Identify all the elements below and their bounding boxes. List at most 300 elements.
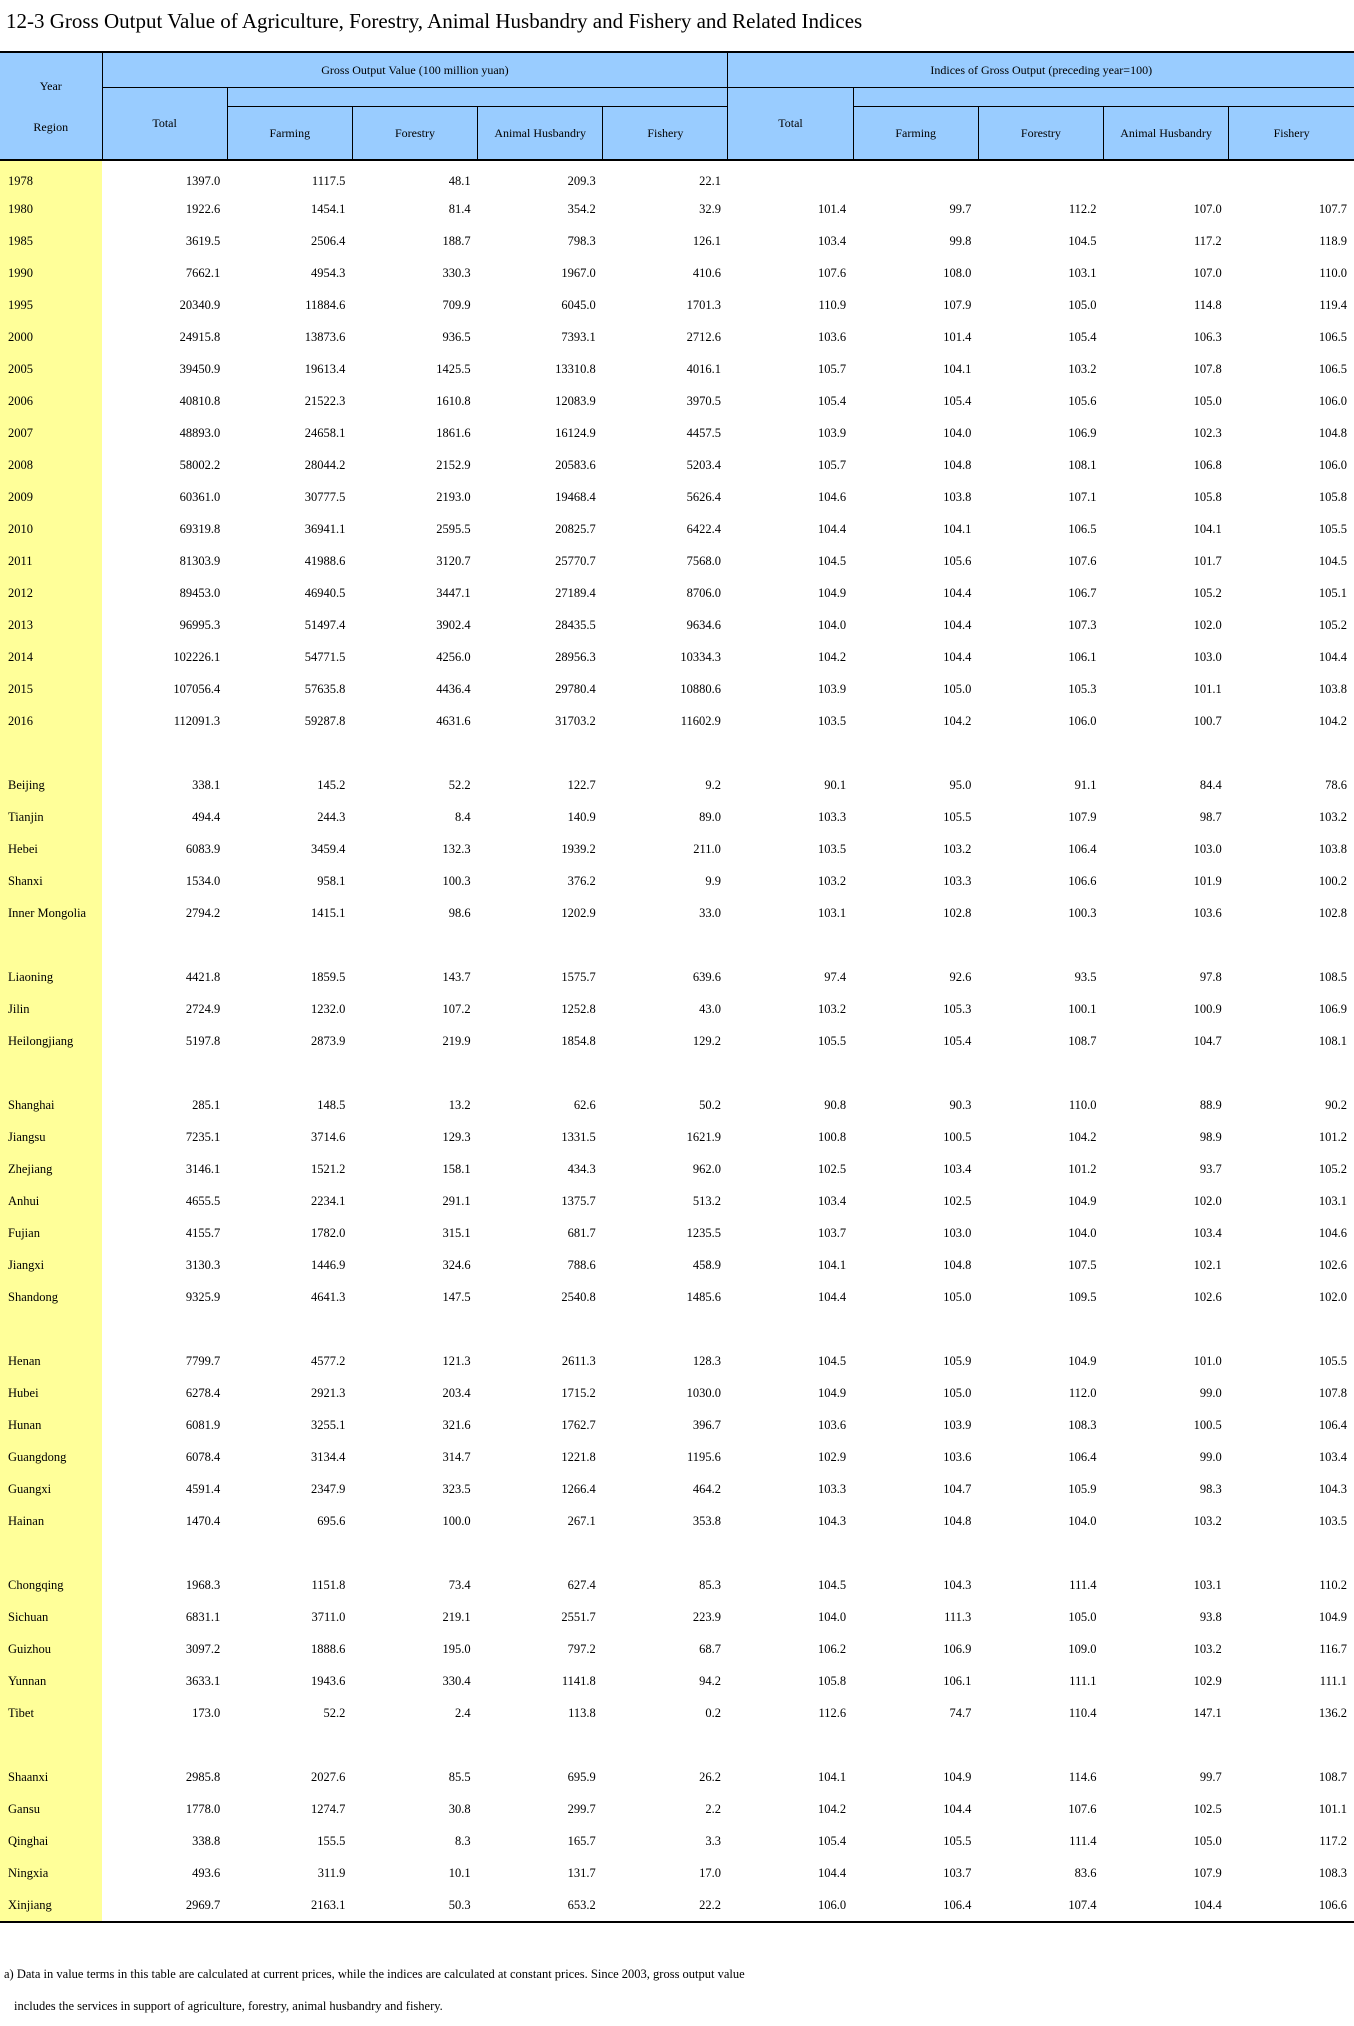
table-cell: 32.9 xyxy=(699,201,721,216)
table-cell: 267.1 xyxy=(567,1513,596,1528)
table-cell: 102.3 xyxy=(1193,425,1222,440)
table-cell: 104.5 xyxy=(1318,553,1347,568)
row-label: 2005 xyxy=(0,353,102,385)
table-cell: 100.7 xyxy=(1193,713,1222,728)
table-cell: 4256.0 xyxy=(436,649,471,664)
table-cell xyxy=(853,929,978,961)
table-cell: 1141.8 xyxy=(561,1673,596,1688)
table-cell: 111.4 xyxy=(1069,1833,1097,1848)
table-cell: 105.7 xyxy=(818,457,847,472)
table-cell: 434.3 xyxy=(567,1161,596,1176)
table-cell: 104.2 xyxy=(818,649,847,664)
table-cell: 52.2 xyxy=(448,777,471,792)
table-cell: 102.5 xyxy=(818,1161,847,1176)
table-cell: 104.5 xyxy=(818,1577,847,1592)
table-row xyxy=(0,1217,1354,1249)
table-cell: 89453.0 xyxy=(179,585,221,600)
table-cell xyxy=(102,1729,227,1761)
table-cell: 13.2 xyxy=(448,1097,471,1112)
table-cell: 101.1 xyxy=(1193,681,1222,696)
table-cell: 1521.2 xyxy=(311,1161,346,1176)
table-cell: 106.1 xyxy=(943,1673,972,1688)
table-cell: 106.7 xyxy=(1068,585,1097,600)
table-cell xyxy=(1229,1537,1354,1569)
table-cell: 107.4 xyxy=(978,1889,1103,1922)
table-cell: 106.5 xyxy=(1318,329,1347,344)
table-cell: 97.8 xyxy=(1199,969,1222,984)
table-cell: 5203.4 xyxy=(686,457,721,472)
table-cell: 24658.1 xyxy=(304,425,346,440)
table-row xyxy=(0,673,1354,705)
table-cell: 85.5 xyxy=(448,1769,471,1784)
table-cell: 962.0 xyxy=(692,1161,721,1176)
table-cell: 100.0 xyxy=(442,1513,471,1528)
table-cell: 103.1 xyxy=(818,905,847,920)
table-cell xyxy=(478,737,603,769)
table-cell: 104.9 xyxy=(1068,1193,1097,1208)
table-cell: 9.2 xyxy=(705,777,721,792)
table-cell: 103.3 xyxy=(818,1481,847,1496)
table-cell: 798.3 xyxy=(567,233,596,248)
row-label: Beijing xyxy=(0,769,102,801)
table-row xyxy=(0,257,1354,289)
table-cell xyxy=(853,1313,978,1345)
table-row xyxy=(0,353,1354,385)
row-label: Xinjiang xyxy=(0,1889,102,1922)
table-cell: 103.3 xyxy=(943,873,972,888)
table-cell: 203.4 xyxy=(442,1385,471,1400)
table-cell: 101.0 xyxy=(1193,1353,1222,1368)
table-cell: 1782.0 xyxy=(311,1225,346,1240)
table-cell: 106.6 xyxy=(1068,873,1097,888)
row-label: Guangdong xyxy=(0,1441,102,1473)
table-cell: 709.9 xyxy=(442,297,471,312)
table-cell: 136.2 xyxy=(1318,1705,1347,1720)
table-cell: 105.1 xyxy=(1318,585,1347,600)
table-cell: 93.7 xyxy=(1199,1161,1222,1176)
region-label: Region xyxy=(33,120,69,134)
table-cell: 108.1 xyxy=(1318,1033,1347,1048)
table-cell: 43.0 xyxy=(699,1001,721,1016)
table-cell: 2551.7 xyxy=(561,1609,596,1624)
table-cell: 103.2 xyxy=(1193,1513,1222,1528)
table-cell: 89.0 xyxy=(699,809,721,824)
table-cell: 103.2 xyxy=(1318,809,1347,824)
table-cell: 41988.6 xyxy=(304,553,346,568)
table-cell xyxy=(728,1313,853,1345)
table-cell: 52.2 xyxy=(323,1705,346,1720)
table-cell: 7799.7 xyxy=(185,1353,221,1368)
table-cell: 1235.5 xyxy=(686,1225,721,1240)
table-cell xyxy=(227,929,352,961)
table-cell: 104.0 xyxy=(818,617,847,632)
table-cell: 354.2 xyxy=(567,201,596,216)
table-cell xyxy=(603,737,728,769)
table-cell: 104.4 xyxy=(943,1801,972,1816)
table-cell: 9634.6 xyxy=(686,617,721,632)
table-cell: 105.3 xyxy=(1068,681,1097,696)
table-cell: 110.0 xyxy=(1319,265,1347,280)
spacer-i-farming xyxy=(853,88,978,107)
table-row xyxy=(0,545,1354,577)
table-cell: 102.0 xyxy=(1193,1193,1222,1208)
table-cell: 101.2 xyxy=(1068,1161,1097,1176)
row-label xyxy=(0,737,102,769)
table-cell: 209.3 xyxy=(567,173,596,188)
table-cell: 106.0 xyxy=(1318,457,1347,472)
table-cell: 1967.0 xyxy=(561,265,596,280)
table-row xyxy=(0,1345,1354,1377)
table-cell: 119.4 xyxy=(1319,297,1347,312)
table-cell: 107056.4 xyxy=(173,681,221,696)
row-label: Ningxia xyxy=(0,1857,102,1889)
table-cell: 3970.5 xyxy=(686,393,721,408)
table-cell: 85.3 xyxy=(699,1577,721,1592)
table-cell: 299.7 xyxy=(567,1801,596,1816)
table-cell: 104.1 xyxy=(1193,521,1222,536)
table-cell: 104.2 xyxy=(943,713,972,728)
table-cell: 106.9 xyxy=(943,1641,972,1656)
table-cell: 100.3 xyxy=(442,873,471,888)
table-cell: 103.0 xyxy=(1193,649,1222,664)
table-cell: 13310.8 xyxy=(555,361,596,376)
table-cell: 165.7 xyxy=(567,1833,596,1848)
table-cell: 22.1 xyxy=(699,173,721,188)
table-cell: 83.6 xyxy=(1074,1865,1097,1880)
row-label: Fujian xyxy=(0,1217,102,1249)
table-cell: 104.4 xyxy=(1104,1889,1229,1922)
table-cell xyxy=(728,1057,853,1089)
col-index-animal-husbandry: Animal Husbandry xyxy=(1104,107,1229,161)
table-cell: 5197.8 xyxy=(185,1033,221,1048)
table-cell: 103.2 xyxy=(818,873,847,888)
table-cell: 30777.5 xyxy=(304,489,346,504)
table-cell: 4591.4 xyxy=(185,1481,221,1496)
table-cell: 105.0 xyxy=(1068,297,1097,312)
table-cell xyxy=(478,929,603,961)
table-row-spacer xyxy=(0,1537,1354,1569)
table-cell: 103.8 xyxy=(943,489,972,504)
table-cell: 28044.2 xyxy=(304,457,346,472)
table-cell: 101.1 xyxy=(1318,1801,1347,1816)
table-cell: 695.6 xyxy=(317,1513,346,1528)
table-cell: 2921.3 xyxy=(311,1385,346,1400)
table-cell: 3447.1 xyxy=(436,585,471,600)
table-cell xyxy=(227,1057,352,1089)
table-cell: 51497.4 xyxy=(304,617,346,632)
table-cell: 99.7 xyxy=(949,201,972,216)
table-cell: 7235.1 xyxy=(185,1129,221,1144)
table-cell: 1778.0 xyxy=(185,1801,221,1816)
table-cell: 60361.0 xyxy=(179,489,221,504)
table-cell: 105.2 xyxy=(1318,617,1347,632)
table-row-spacer xyxy=(0,1057,1354,1089)
table-cell: 24915.8 xyxy=(179,329,221,344)
row-label: Zhejiang xyxy=(0,1153,102,1185)
table-cell: 321.6 xyxy=(442,1417,471,1432)
table-cell: 3146.1 xyxy=(185,1161,221,1176)
row-label: Tibet xyxy=(0,1697,102,1729)
table-cell: 1888.6 xyxy=(311,1641,346,1656)
table-cell: 513.2 xyxy=(692,1193,721,1208)
table-cell xyxy=(1104,1537,1229,1569)
table-row xyxy=(0,513,1354,545)
table-cell: 111.1 xyxy=(1069,1673,1097,1688)
table-cell: 1762.7 xyxy=(561,1417,596,1432)
row-label xyxy=(0,1313,102,1345)
table-cell xyxy=(978,1313,1103,1345)
table-cell: 458.9 xyxy=(692,1257,721,1272)
table-cell: 6278.4 xyxy=(185,1385,221,1400)
table-cell: 2969.7 xyxy=(102,1889,227,1922)
table-cell: 4655.5 xyxy=(185,1193,221,1208)
table-cell: 28956.3 xyxy=(555,649,596,664)
table-cell xyxy=(352,929,477,961)
table-cell: 100.9 xyxy=(1193,1001,1222,1016)
table-cell: 104.4 xyxy=(943,649,972,664)
table-cell: 21522.3 xyxy=(304,393,346,408)
table-cell: 108.7 xyxy=(1068,1033,1097,1048)
table-cell xyxy=(603,1313,728,1345)
row-label: 1980 xyxy=(0,193,102,225)
row-label: Hainan xyxy=(0,1505,102,1537)
table-cell: 106.2 xyxy=(818,1641,847,1656)
table-cell: 1446.9 xyxy=(311,1257,346,1272)
table-cell: 147.1 xyxy=(1193,1705,1222,1720)
row-label: Jiangsu xyxy=(0,1121,102,1153)
table-cell: 39450.9 xyxy=(179,361,221,376)
row-label: Shandong xyxy=(0,1281,102,1313)
row-label: 2007 xyxy=(0,417,102,449)
table-cell: 104.4 xyxy=(943,585,972,600)
table-row xyxy=(0,1889,1354,1922)
table-cell: 1117.5 xyxy=(311,173,346,188)
table-cell: 1375.7 xyxy=(561,1193,596,1208)
table-cell: 936.5 xyxy=(442,329,471,344)
row-label: Chongqing xyxy=(0,1569,102,1601)
table-cell: 26.2 xyxy=(699,1769,721,1784)
table-cell: 102.6 xyxy=(1318,1257,1347,1272)
table-cell: 11884.6 xyxy=(305,297,346,312)
table-row xyxy=(0,1153,1354,1185)
table-cell: 104.9 xyxy=(818,585,847,600)
table-cell: 109.0 xyxy=(1068,1641,1097,1656)
table-cell: 104.8 xyxy=(943,1257,972,1272)
table-cell: 155.5 xyxy=(317,1833,346,1848)
table-cell: 100.2 xyxy=(1318,873,1347,888)
table-cell: 695.9 xyxy=(567,1769,596,1784)
table-cell: 104.8 xyxy=(943,1513,972,1528)
table-row xyxy=(0,385,1354,417)
table-cell: 3902.4 xyxy=(436,617,471,632)
table-cell: 104.3 xyxy=(943,1577,972,1592)
col-value-farming: Farming xyxy=(227,107,352,161)
table-row xyxy=(0,160,1354,193)
row-label: 2010 xyxy=(0,513,102,545)
table-cell: 99.7 xyxy=(1199,1769,1222,1784)
table-cell: 69319.8 xyxy=(179,521,221,536)
row-label: Jilin xyxy=(0,993,102,1025)
table-cell: 110.0 xyxy=(1068,1097,1097,1112)
table-cell: 211.0 xyxy=(693,841,721,856)
table-row xyxy=(0,1825,1354,1857)
table-cell: 797.2 xyxy=(567,1641,596,1656)
table-cell xyxy=(478,1537,603,1569)
row-label: Inner Mongolia xyxy=(0,897,102,929)
table-cell: 68.7 xyxy=(699,1641,721,1656)
table-cell: 104.1 xyxy=(818,1257,847,1272)
table-cell: 107.1 xyxy=(1068,489,1097,504)
table-cell: 1943.6 xyxy=(311,1673,346,1688)
table-cell xyxy=(352,1313,477,1345)
table-cell xyxy=(978,737,1103,769)
table-cell: 105.5 xyxy=(1318,521,1347,536)
table-cell: 104.7 xyxy=(1193,1033,1222,1048)
table-cell xyxy=(102,1313,227,1345)
footnote-line-2: includes the services in support of agriculture, forestry, animal husbandry and fishery. xyxy=(14,1999,443,2013)
table-cell xyxy=(227,1537,352,1569)
table-cell: 102.6 xyxy=(1193,1289,1222,1304)
table-cell: 330.4 xyxy=(442,1673,471,1688)
row-label: Henan xyxy=(0,1345,102,1377)
table-cell: 105.6 xyxy=(943,553,972,568)
row-label: Shanxi xyxy=(0,865,102,897)
table-cell: 2985.8 xyxy=(185,1769,221,1784)
row-label: Hunan xyxy=(0,1409,102,1441)
table-cell: 111.3 xyxy=(944,1609,972,1624)
spacer-farming xyxy=(227,88,352,107)
table-cell: 107.8 xyxy=(1193,361,1222,376)
table-cell: 3134.4 xyxy=(311,1449,346,1464)
table-cell: 29780.4 xyxy=(555,681,596,696)
table-cell: 107.9 xyxy=(1193,1865,1222,1880)
table-cell: 105.8 xyxy=(1193,489,1222,504)
table-cell: 13873.6 xyxy=(304,329,346,344)
table-cell: 16124.9 xyxy=(555,425,596,440)
table-cell: 1425.5 xyxy=(436,361,471,376)
table-cell: 111.4 xyxy=(1069,1577,1097,1592)
table-row xyxy=(0,1665,1354,1697)
table-cell xyxy=(1229,1729,1354,1761)
table-cell: 48893.0 xyxy=(179,425,221,440)
table-cell: 188.7 xyxy=(442,233,471,248)
table-cell: 105.4 xyxy=(818,393,847,408)
table-cell: 98.7 xyxy=(1199,809,1222,824)
table-cell: 101.4 xyxy=(818,201,847,216)
table-cell: 103.2 xyxy=(1193,1641,1222,1656)
table-row xyxy=(0,1601,1354,1633)
row-label xyxy=(0,929,102,961)
table-row xyxy=(0,1025,1354,1057)
table-cell: 1859.5 xyxy=(311,969,346,984)
table-cell: 103.4 xyxy=(818,233,847,248)
gross-output-group-header: Gross Output Value (100 million yuan) xyxy=(102,52,728,88)
table-cell: 653.2 xyxy=(478,1889,603,1922)
table-cell: 330.3 xyxy=(442,265,471,280)
table-cell: 96995.3 xyxy=(179,617,221,632)
table-cell: 1610.8 xyxy=(436,393,471,408)
table-cell: 4954.3 xyxy=(311,265,346,280)
table-cell: 4421.8 xyxy=(185,969,221,984)
table-cell: 100.8 xyxy=(818,1129,847,1144)
table-cell xyxy=(1229,929,1354,961)
col-index-total: Total xyxy=(728,88,853,161)
table-cell: 107.0 xyxy=(1193,265,1222,280)
table-row xyxy=(0,1409,1354,1441)
year-region-header xyxy=(0,52,102,160)
table-cell: 2595.5 xyxy=(436,521,471,536)
table-row xyxy=(0,1441,1354,1473)
table-row xyxy=(0,1505,1354,1537)
data-table-container xyxy=(0,51,1354,1923)
table-cell: 106.0 xyxy=(1318,393,1347,408)
table-cell: 103.4 xyxy=(1193,1225,1222,1240)
table-cell xyxy=(978,1057,1103,1089)
table-cell: 92.6 xyxy=(949,969,972,984)
table-row xyxy=(0,1761,1354,1793)
table-cell: 117.2 xyxy=(1319,1833,1347,1848)
table-cell: 101.9 xyxy=(1193,873,1222,888)
table-cell: 28435.5 xyxy=(555,617,596,632)
table-cell: 103.5 xyxy=(818,713,847,728)
table-row xyxy=(0,801,1354,833)
table-cell: 106.3 xyxy=(1193,329,1222,344)
table-cell xyxy=(728,929,853,961)
table-cell: 103.6 xyxy=(818,329,847,344)
table-cell: 2.4 xyxy=(454,1705,471,1720)
table-cell: 2234.1 xyxy=(311,1193,346,1208)
page-title: 12-3 Gross Output Value of Agriculture, Forestry, Animal Husbandry and Fishery and Related Indices xyxy=(6,9,863,33)
table-cell: 107.9 xyxy=(943,297,972,312)
table-row xyxy=(0,833,1354,865)
table-cell: 104.9 xyxy=(943,1769,972,1784)
table-row xyxy=(0,1281,1354,1313)
table-cell: 1854.8 xyxy=(561,1033,596,1048)
table-cell: 1266.4 xyxy=(561,1481,596,1496)
table-cell: 1454.1 xyxy=(311,201,346,216)
table-cell: 105.0 xyxy=(943,681,972,696)
table-cell: 103.4 xyxy=(1318,1449,1347,1464)
table-cell: 1030.0 xyxy=(686,1385,721,1400)
table-row xyxy=(0,1377,1354,1409)
table-cell: 104.0 xyxy=(943,425,972,440)
table-cell: 2163.1 xyxy=(227,1889,352,1922)
table-cell: 99.0 xyxy=(1199,1449,1222,1464)
table-cell: 103.4 xyxy=(818,1193,847,1208)
table-cell: 147.5 xyxy=(442,1289,471,1304)
table-cell: 102226.1 xyxy=(173,649,221,664)
table-cell: 105.3 xyxy=(943,1001,972,1016)
table-cell: 3120.7 xyxy=(436,553,471,568)
table-cell: 19468.4 xyxy=(555,489,596,504)
table-cell: 324.6 xyxy=(442,1257,471,1272)
table-cell: 74.7 xyxy=(949,1705,972,1720)
year-label: Year xyxy=(39,79,62,93)
table-cell: 1232.0 xyxy=(311,1001,346,1016)
table-cell: 8.4 xyxy=(454,809,471,824)
row-label: Yunnan xyxy=(0,1665,102,1697)
table-cell: 4016.1 xyxy=(686,361,721,376)
table-row xyxy=(0,1857,1354,1889)
row-label xyxy=(0,1537,102,1569)
table-cell: 291.1 xyxy=(442,1193,471,1208)
table-cell: 108.3 xyxy=(1318,1865,1347,1880)
table-cell: 98.3 xyxy=(1199,1481,1222,1496)
table-cell: 103.1 xyxy=(1193,1577,1222,1592)
table-cell xyxy=(478,1057,603,1089)
table-cell: 19613.4 xyxy=(304,361,346,376)
col-index-fishery: Fishery xyxy=(1229,107,1354,161)
